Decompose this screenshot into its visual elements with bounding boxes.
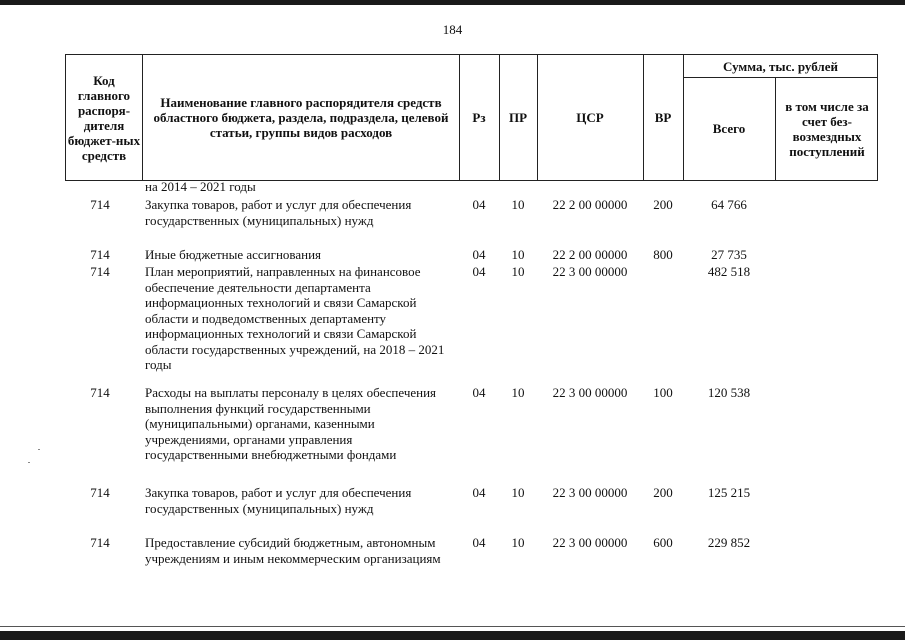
row-code: 714 [90, 247, 110, 262]
header-divider [775, 77, 776, 180]
row-name: на 2014 – 2021 годы [145, 179, 256, 194]
header-rz: Рз [472, 110, 486, 125]
header-divider [142, 55, 143, 180]
row-csr: 22 3 00 00000 [552, 485, 628, 500]
row-name: Предоставление субсидий бюджетным, автономным учреждениям и иным некоммерческим организациям [145, 535, 441, 566]
scan-speck [38, 449, 40, 450]
row-pr: 10 [511, 197, 525, 212]
header-sum-group: Сумма, тыс. рублей [723, 58, 838, 74]
row-pr: 10 [511, 385, 525, 400]
row-total: 229 852 [707, 535, 751, 550]
header-vr: ВР [654, 110, 672, 125]
row-name: Закупка товаров, работ и услуг для обеспечения государственных (муниципальных) нужд [145, 197, 412, 228]
header-sum-gratuitous: в том числе за счет без-возмездных поступлений [785, 98, 869, 159]
row-vr: 800 [653, 247, 673, 262]
row-vr: 200 [653, 197, 673, 212]
row-code: 714 [90, 535, 110, 550]
row-name: План мероприятий, направленных на финансовое обеспечение деятельности департамента информационных технологий и связи Самарской области и подведомственных департаменту информационных технологий и связи Самарской области государственных учреждений, на 2018 – 2021 годы [145, 264, 445, 372]
header-csr: ЦСР [576, 110, 604, 125]
row-total: 125 215 [707, 485, 751, 500]
header-name: Наименование главного распорядителя средств областного бюджета, раздела, подраздела, целевой статьи, группы видов расходов [153, 95, 449, 140]
row-name: Иные бюджетные ассигнования [145, 247, 322, 262]
page-number: 184 [442, 22, 463, 37]
row-vr: 600 [653, 535, 673, 550]
row-rz: 04 [472, 535, 486, 550]
row-rz: 04 [472, 485, 486, 500]
row-name: Расходы на выплаты персоналу в целях обеспечения выполнения функций государственными (муниципальными) органами, казенными учреждениями, органами управления государственными внебюджетными фондами [145, 385, 437, 462]
row-total: 64 766 [711, 197, 747, 212]
row-total: 482 518 [707, 264, 751, 279]
row-code: 714 [90, 197, 110, 212]
row-code: 714 [90, 385, 110, 400]
row-csr: 22 3 00 00000 [552, 385, 628, 400]
scan-speck [28, 462, 30, 463]
row-pr: 10 [511, 485, 525, 500]
row-rz: 04 [472, 264, 486, 279]
header-code: Код главного распоря-дителя бюджет-ных средств [67, 72, 141, 163]
row-csr: 22 2 00 00000 [552, 247, 628, 262]
row-csr: 22 3 00 00000 [552, 535, 628, 550]
row-csr: 22 2 00 00000 [552, 197, 628, 212]
row-pr: 10 [511, 264, 525, 279]
row-name: Закупка товаров, работ и услуг для обеспечения государственных (муниципальных) нужд [145, 485, 412, 516]
row-rz: 04 [472, 247, 486, 262]
row-total: 120 538 [707, 385, 751, 400]
row-code: 714 [90, 264, 110, 279]
scan-top-edge [0, 0, 905, 5]
row-pr: 10 [511, 247, 525, 262]
scan-bottom-edge [0, 631, 905, 640]
table-header [65, 54, 878, 181]
row-rz: 04 [472, 197, 486, 212]
row-csr: 22 3 00 00000 [552, 264, 628, 279]
header-sum-total: Всего [712, 121, 746, 136]
header-pr: ПР [508, 110, 528, 125]
row-vr: 200 [653, 485, 673, 500]
row-code: 714 [90, 485, 110, 500]
row-vr: 100 [653, 385, 673, 400]
row-rz: 04 [472, 385, 486, 400]
row-total: 27 735 [711, 247, 747, 262]
row-pr: 10 [511, 535, 525, 550]
